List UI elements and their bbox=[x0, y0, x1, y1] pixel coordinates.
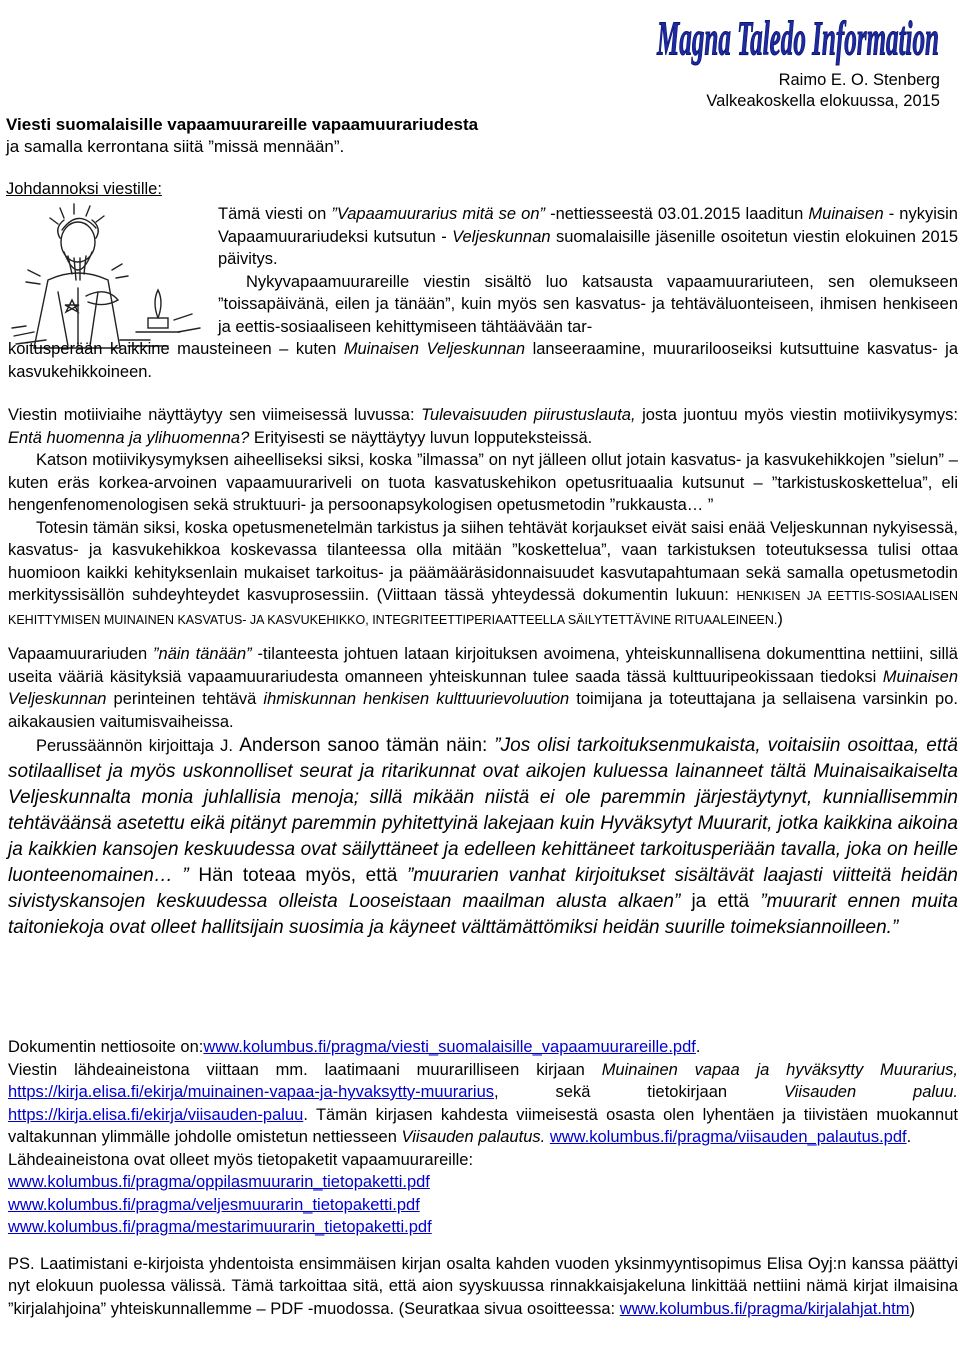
magna-taledo-logo bbox=[652, 4, 942, 68]
document-title bbox=[6, 114, 478, 158]
info-packet-link-veljes[interactable]: www.kolumbus.fi/pragma/veljesmuurarin_tietopaketti.pdf bbox=[8, 1195, 420, 1214]
svg-text:Magna Taledo Information: Magna Taledo Information bbox=[656, 12, 939, 67]
ekirja-viisauden-paluu-link[interactable]: https://kirja.elisa.fi/ekirja/viisauden-paluu bbox=[8, 1105, 304, 1124]
body-paragraph-3: Totesin tämän siksi, koska opetusmenetelmän tarkistus ja siihen tehtävät korjaukset eivät saisi enää Veljeskunnan nykyisessä, kasvatus- ja kasvukehikkoa koskevassa tilanteessa olla mitään ”koskettelua”, vaan tarkistuksen toteutuksessa tulisi ottaa huomioon kaikki kehityksenlain mukaiset tarkoitus- ja päämääräsidonnaisuudet kasvutapahtumaan sekä samalla opetusmetodin merkityssisällön suhdeyhteydet kasvuprosessiin. (Viittaan tässä yhteydessä dokumentin lukuun: HENKISEN JA EETTIS-SOSIAALISEN KEHITTYMISEN MUINAINEN KASVATUS- JA KASVUKEHIKKO, INTEGRITEETTIPERIAATTEELLA SÄILYTETTÄVINE RITUAALEINEEN.) bbox=[8, 518, 959, 628]
body-paragraph-4: Vapaamuurariuden ”näin tänään” -tilanteesta johtuen lataan kirjoituksen avoimena, yhteiskunnallisena dokumenttina nettiini, sillä useita vääriä käsityksiä vapaamuurariudesta omanneen yhteiskunnan tulee saada tässä kulttuuripeokissaan tiedoksi Muinaisen Veljeskunnan perinteinen tehtävä ihmiskunnan henkisen kulttuurievoluution toimijana ja toteuttajana ja sellaisena varsinkin po. aikakausien vaitumisvaiheissa. bbox=[8, 645, 958, 731]
author-block bbox=[706, 70, 940, 112]
body-paragraph-2: Katson motiivikysymyksen aiheelliseksi siksi, koska ”ilmassa” on nyt jälleen ollut jotain kasvatus- ja kasvukehikkojen ”sielun” – kuten eräs korkea-arvoinen vapaamuurariveli on tuota kasvatuskehikon opetusrituaalia kutsunut – ”tarkistuskoskettelua”, eli hengenfenomenologisen sekä struktuuri- ja persoonapsykologisen opetusmetodin ”rukkausta… ” bbox=[8, 451, 958, 514]
intro-paragraph-2-continued: koitusperään kaikkine mausteineen – kuten Muinaisen Veljeskunnan lanseeraamine, muurarilooseiksi kutsuttuine kasvatus- ja kasvukehikkoineen. bbox=[8, 340, 958, 381]
body-paragraph-5: Perussäännön kirjoittaja J. Anderson sanoo tämän näin: ”Jos olisi tarkoituksenmukaista, voitaisiin osoittaa, että sotilaalliset ja myös uskonnolliset seurat ja ritarikunnat ovat aikojen kuluessa lainanneet tältä Muinaisaikaiselta Veljeskunnalta monia juhlallisia menoja; sillä mikään niistä ei ole paremmin järjestäytynyt, kunniallisemmin tehtäväänsä asetettu eikä pitänyt paremmin pyhitettyinä lakejaan kuin Hyväksytyt Muurarit, jotka kaikkina aikoina ja kaikkien kansojen keskuudessa ovat säilyttäneet ja edelleen kehittäneet tarkoitusperiään tavalla, joka on heille luonteenomainen… ” Hän toteaa myös, että ”muurarien vanhat kirjoitukset sisältävät laajasti viitteitä heidän sivistyskansojen keskuudessa olleista Looseistaan maailman alusta alkaen” ja että ”muurarit ennen muita taitoniekoja ovat olleet hallitsijain suosimia ja käyneet välttämättömiksi heidän suurille toimeksiannoilleen.” bbox=[8, 735, 958, 938]
body-paragraph-1: Viestin motiiviaihe näyttäytyy sen viimeisessä luvussa: Tulevaisuuden piirustuslauta, josta juontuu myös viestin motiivikysymys: Entä huomenna ja ylihuomenna? Erityisesti se näyttäytyy luvun lopputeksteissä. bbox=[8, 406, 958, 447]
intro-label bbox=[6, 180, 162, 199]
kirjalahjat-link[interactable]: www.kolumbus.fi/pragma/kirjalahjat.htm bbox=[619, 1299, 910, 1318]
intro-label-text: Johdannoksi viestille: bbox=[6, 180, 162, 198]
main-body bbox=[8, 404, 958, 941]
document-url-line: Dokumentin nettiosoite on:www.kolumbus.fi/pragma/viesti_suomalaisille_vapaamuurareille.pdf. bbox=[8, 1038, 701, 1056]
title-line-2: ja samalla kerrontana siitä ”missä mennään”. bbox=[6, 137, 345, 156]
references-section bbox=[8, 1036, 958, 1320]
viisauden-palautus-link[interactable]: www.kolumbus.fi/pragma/viisauden_palautus.pdf bbox=[549, 1128, 907, 1146]
info-packet-link-oppilas[interactable]: www.kolumbus.fi/pragma/oppilasmuurarin_tietopaketti.pdf bbox=[8, 1173, 430, 1191]
info-packets-label: Lähdeaineistona ovat olleet myös tietopaketit vapaamuurareille: bbox=[8, 1150, 474, 1169]
ekirja-muurarius-link[interactable]: https://kirja.elisa.fi/ekirja/muinainen-vapaa-ja-hyvaksytty-muurarius bbox=[8, 1083, 495, 1101]
intro-paragraph-2: Nykyvapaamuurareille viestin sisältö luo katsausta vapaamuurariuteen, sen olemukseen ”toissapäivänä, eilen ja tänään”, kuin myös sen kasvatus- ja tehtäväluonteiseen, ihmisen henkiseen ja eettis-sosiaaliseen kehittymiseen tähtäävään tar- bbox=[218, 272, 958, 336]
document-url-link[interactable]: www.kolumbus.fi/pragma/viesti_suomalaisille_vapaamuurareille.pdf bbox=[203, 1038, 696, 1056]
info-packet-link-mestari[interactable]: www.kolumbus.fi/pragma/mestarimuurarin_tietopaketti.pdf bbox=[8, 1218, 432, 1236]
praying-figure-illustration bbox=[8, 200, 208, 350]
postscript-paragraph: PS. Laatimistani e-kirjoista yhdentoista ensimmäisen kirjan osalta kahden vuoden yksinmyyntisopimus Elisa Oyj:n kanssa päättyi nyt elokuun puolessa välissä. Tämä tarkoittaa sitä, että aion syyskuussa rinnakkaisjakeluna linkittää nettiini nämä kirjat ilmaisina ”kirjalahjoina” yhteiskunnallemme – PDF -muodossa. (Seuratkaa sivua osoitteessa: www.kolumbus.fi/pragma/kirjalahjat.htm) bbox=[8, 1254, 958, 1318]
intro-section bbox=[218, 203, 958, 338]
author-name: Raimo E. O. Stenberg bbox=[778, 71, 940, 89]
intro-paragraph-1: Tämä viesti on ”Vapaamuurarius mitä se on” -nettiesseestä 03.01.2015 laaditun Muinaisen - nykyisin Vapaamuurariudeksi kutsutun - Veljeskunnan suomalaisille jäsenille osoitetun viestin elokuinen 2015 päivitys. bbox=[218, 205, 958, 268]
sources-paragraph: Viestin lähdeaineistona viittaan mm. laatimaani muurarilliseen kirjaan Muinainen vapaa ja hyväksytty Muurarius, https://kirja.elisa.fi/ekirja/muinainen-vapaa-ja-hyvaksytty-muurarius, sekä tietokirjaan Viisauden paluu. https://kirja.elisa.fi/ekirja/viisauden-paluu. Tämän kirjasen kahdesta viimeisestä osasta olen lyhentäen ja tiivistäen muokannut valtakunnan ylimmälle johdolle omistetun nettiesseen Viisauden palautus. www.kolumbus.fi/pragma/viisauden_palautus.pdf. bbox=[8, 1060, 958, 1146]
title-line-1: Viesti suomalaisille vapaamuurareille vapaamuurariudesta bbox=[6, 115, 479, 134]
author-place-date: Valkeakoskella elokuussa, 2015 bbox=[706, 92, 940, 110]
